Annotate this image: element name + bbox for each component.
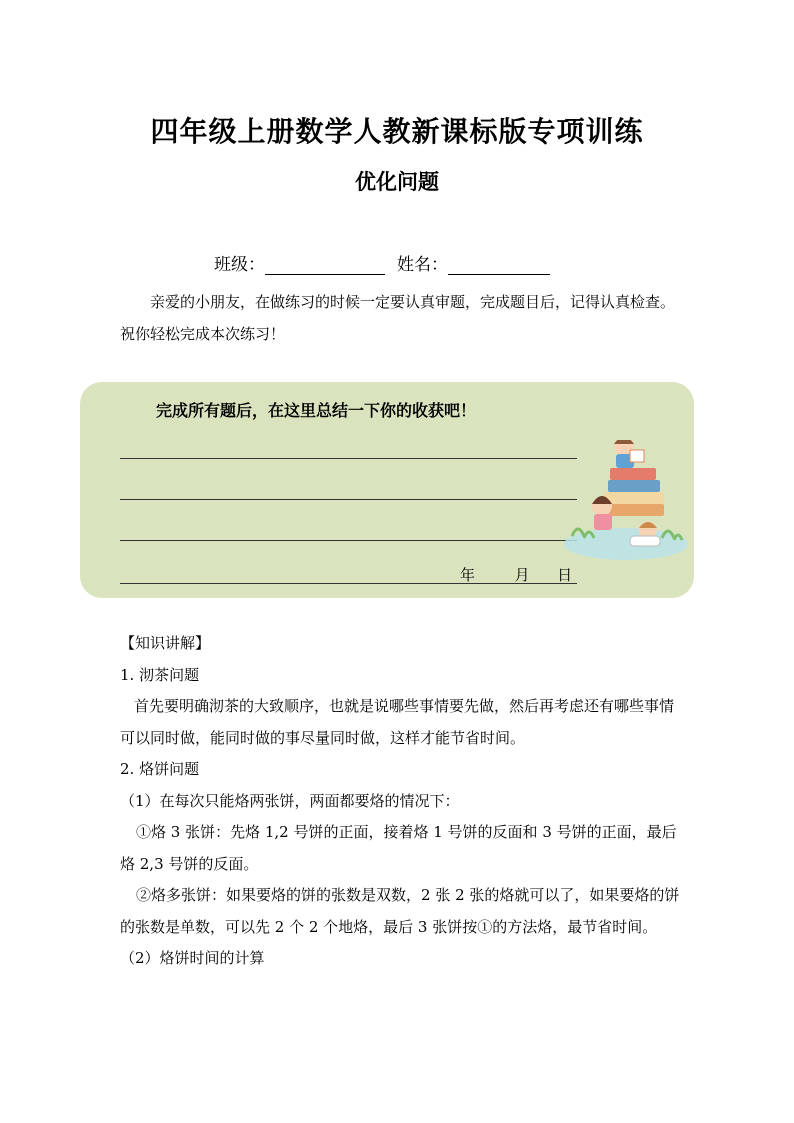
day-label: 日 [557, 566, 573, 584]
paragraph: 首先要明确沏茶的大致顺序，也就是说哪些事情要先做，然后再考虑还有哪些事情可以同时做，能同时做的事尽量同时做，这样才能节省时间。 [120, 697, 675, 747]
summary-line[interactable] [120, 540, 577, 541]
year-label: 年 [460, 566, 476, 584]
month-label: 月 [514, 566, 530, 584]
summary-box [80, 382, 694, 598]
paragraph: ①烙 3 张饼：先烙 1,2 号饼的正面，接着烙 1 号饼的反面和 3 号饼的正面，最后烙 2,3 号饼的反面。 [120, 823, 677, 873]
class-field[interactable] [265, 254, 385, 275]
page-subtitle: 优化问题 [355, 170, 439, 194]
name-label: 姓名： [397, 255, 448, 275]
summary-line[interactable] [120, 499, 577, 500]
item-heading: 1. 沏茶问题 [120, 665, 200, 684]
name-field[interactable] [448, 254, 550, 275]
summary-line[interactable] [120, 458, 577, 459]
student-info-row [214, 250, 550, 275]
summary-prompt: 完成所有题后，在这里总结一下你的收获吧！ [156, 401, 477, 420]
sub-heading: （1）在每次只能烙两张饼，两面都要烙的情况下： [120, 791, 460, 810]
knowledge-section [120, 628, 680, 975]
section-header: 【知识讲解】 [120, 634, 211, 652]
date-row [460, 564, 572, 585]
children-reading-illustration [558, 440, 694, 564]
item-heading: 2. 烙饼问题 [120, 760, 200, 778]
intro-text: 亲爱的小朋友，在做练习的时候一定要认真审题，完成题目后，记得认真检查。祝你轻松完成本次练习！ [120, 293, 676, 343]
sub-heading: （2）烙饼时间的计算 [120, 949, 265, 967]
class-label: 班级： [214, 255, 265, 275]
paragraph: ②烙多张饼：如果要烙的饼的张数是双数，2 张 2 张的烙就可以了，如果要烙的饼的张数是单数，可以先 2 个 2 个地烙，最后 3 张饼按①的方法烙，最节省时间。 [120, 886, 680, 936]
page-title: 四年级上册数学人教新课标版专项训练 [150, 115, 644, 148]
